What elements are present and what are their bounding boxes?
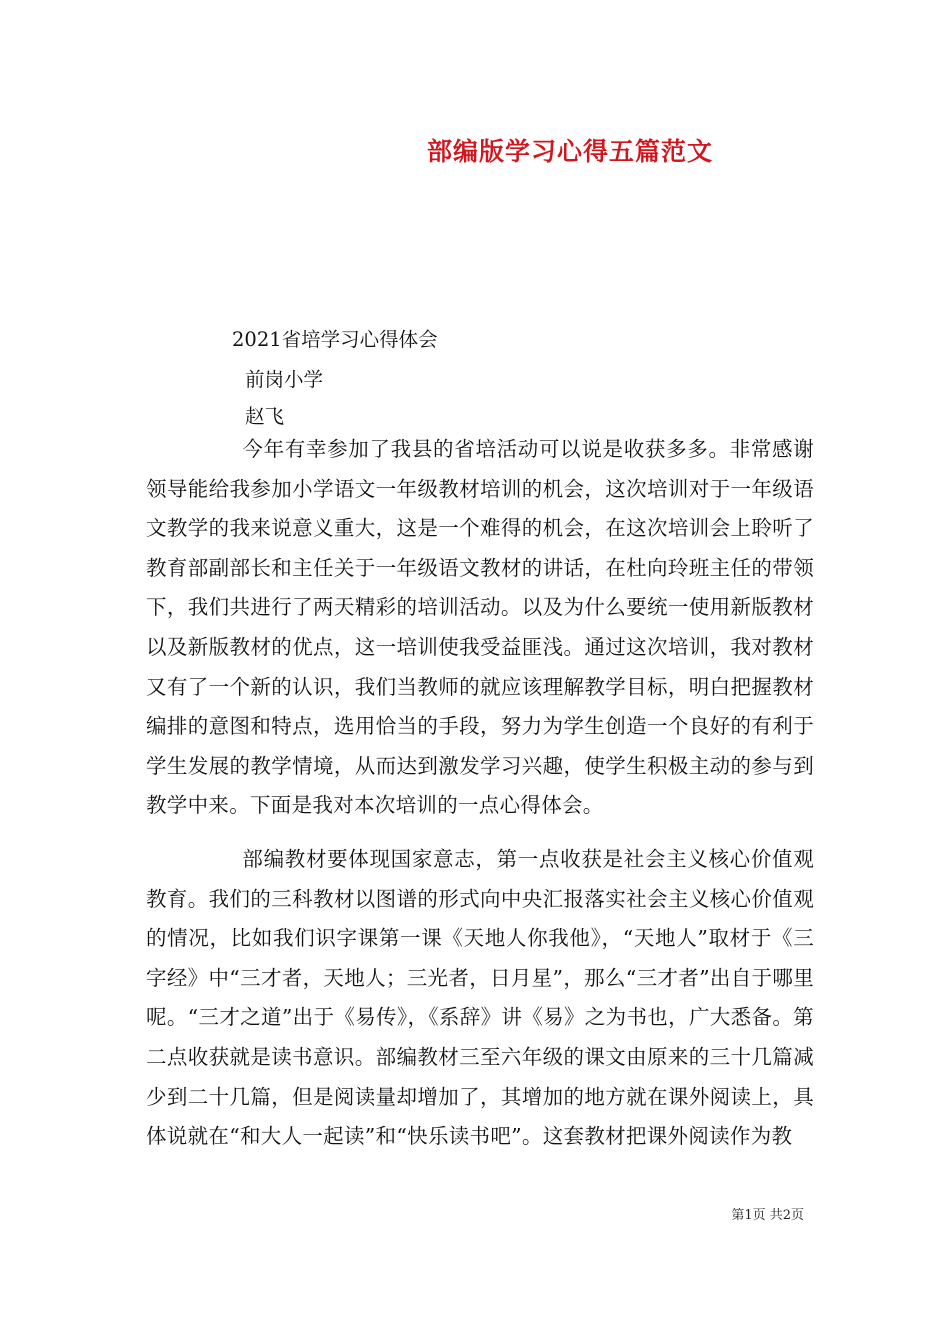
page-footer: 第1页 共2页 xyxy=(731,1208,804,1223)
article-heading: 2021省培学习心得体会 xyxy=(232,328,438,351)
paragraph-1-text: 今年有幸参加了我县的省培活动可以说是收获多多。非常感谢领导能给我参加小学语文一年级教材培训的机会，这次培训对于一年级语文教学的我来说意义重大，这是一个难得的机会，在这次培训会上聆听了教育部副部长和主任关于一年级语文教材的讲话，在杜向玲班主任的带领下，我们共进行了两天精彩的培训活动。以及为什么要统一使用新版教材以及新版教材的优点，这一培训使我受益匪浅。通过这次培训，我对教材又有了一个新的认识，我们当教师的就应该理解教学目标，明白把握教材编排的意图和特点，选用恰当的手段，努力为学生创造一个良好的有利于学生发展的教学情境，从而达到激发学习兴趣，使学生积极主动的参与到教学中来。下面是我对本次培训的一点心得体会。 xyxy=(146,437,814,818)
school-name: 前岗小学 xyxy=(245,368,324,391)
paragraph-2 xyxy=(146,840,814,1157)
document-title: 部编版学习心得五篇范文 xyxy=(426,137,713,166)
paragraph-2-text: 部编教材要体现国家意志，第一点收获是社会主义核心价值观教育。我们的三科教材以图谱的形式向中央汇报落实社会主义核心价值观的情况，比如我们识字课第一课《天地人你我他》，“天地人”取材于《三字经》中“三才者，天地人；三光者，日月星”，那么“三才者”出自于哪里呢。“三才之道”出于《易传》，《系辞》讲《易》之为书也，广大悉备。第二点收获就是读书意识。部编教材三至六年级的课文由原来的三十几篇减少到二十几篇，但是阅读量却增加了，其增加的地方就在课外阅读上，具体说就在“和大人一起读”和“快乐读书吧”。这套教材把课外阅读作为教 xyxy=(146,847,814,1149)
paragraph-1 xyxy=(146,430,814,826)
author-name: 赵飞 xyxy=(245,405,285,428)
